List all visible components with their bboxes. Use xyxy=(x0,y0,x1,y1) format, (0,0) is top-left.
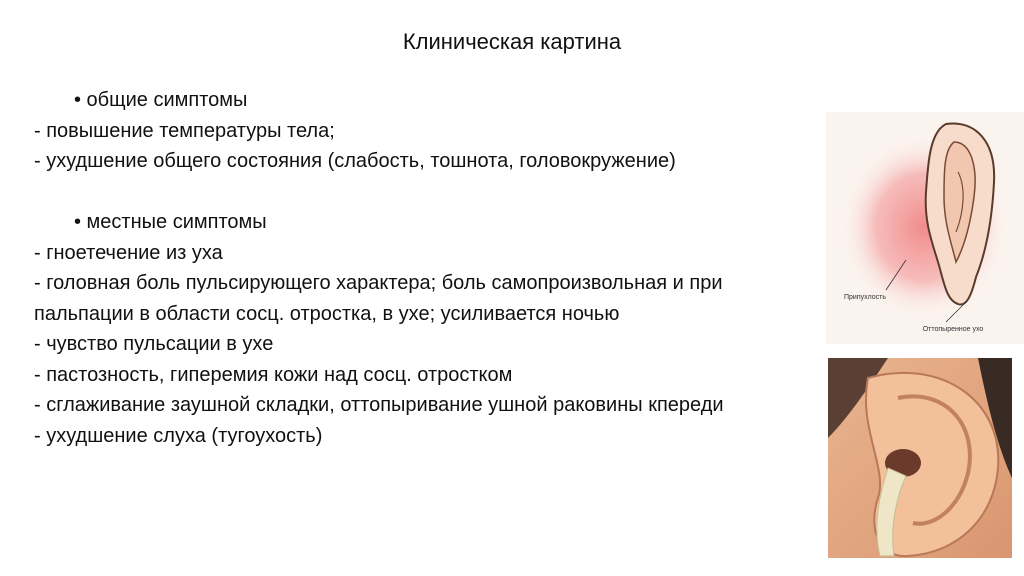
local-symptom-item: - пастозность, гиперемия кожи над сосц. отростком xyxy=(34,363,513,386)
general-symptoms-heading: • общие симптомы xyxy=(74,89,248,111)
ear-discharge-photo xyxy=(828,358,1012,558)
local-symptom-item: - ухудшение слуха (тугоухость) xyxy=(34,424,323,447)
general-symptom-item: - повышение температуры тела; xyxy=(34,119,335,142)
swelling-label: Припухлость xyxy=(844,294,887,301)
protruding-ear-label: Оттопыренное ухо xyxy=(922,326,984,333)
general-symptom-item: - ухудшение общего состояния (слабость, тошнота, головокружение) xyxy=(34,150,676,172)
local-symptom-item: - сглаживание заушной складки, оттопыривание ушной раковины кпереди xyxy=(34,394,724,416)
symptoms-text xyxy=(34,85,824,451)
slide-title: Клиническая картина xyxy=(402,29,622,54)
local-symptom-item: - гноетечение из уха xyxy=(34,241,223,264)
ear-diagram-illustration xyxy=(826,112,1024,344)
ear-diagram-figure xyxy=(826,112,1024,344)
spacer xyxy=(34,177,824,208)
ear-photo xyxy=(828,358,1012,558)
local-symptom-item: - головная боль пульсирующего характера; боль самопроизвольная и при пальпации в области сосц. отростка, в ухе; усиливается ночью xyxy=(34,272,723,325)
local-symptoms-heading: • местные симптомы xyxy=(74,211,267,233)
local-symptom-item: - чувство пульсации в ухе xyxy=(34,333,274,355)
